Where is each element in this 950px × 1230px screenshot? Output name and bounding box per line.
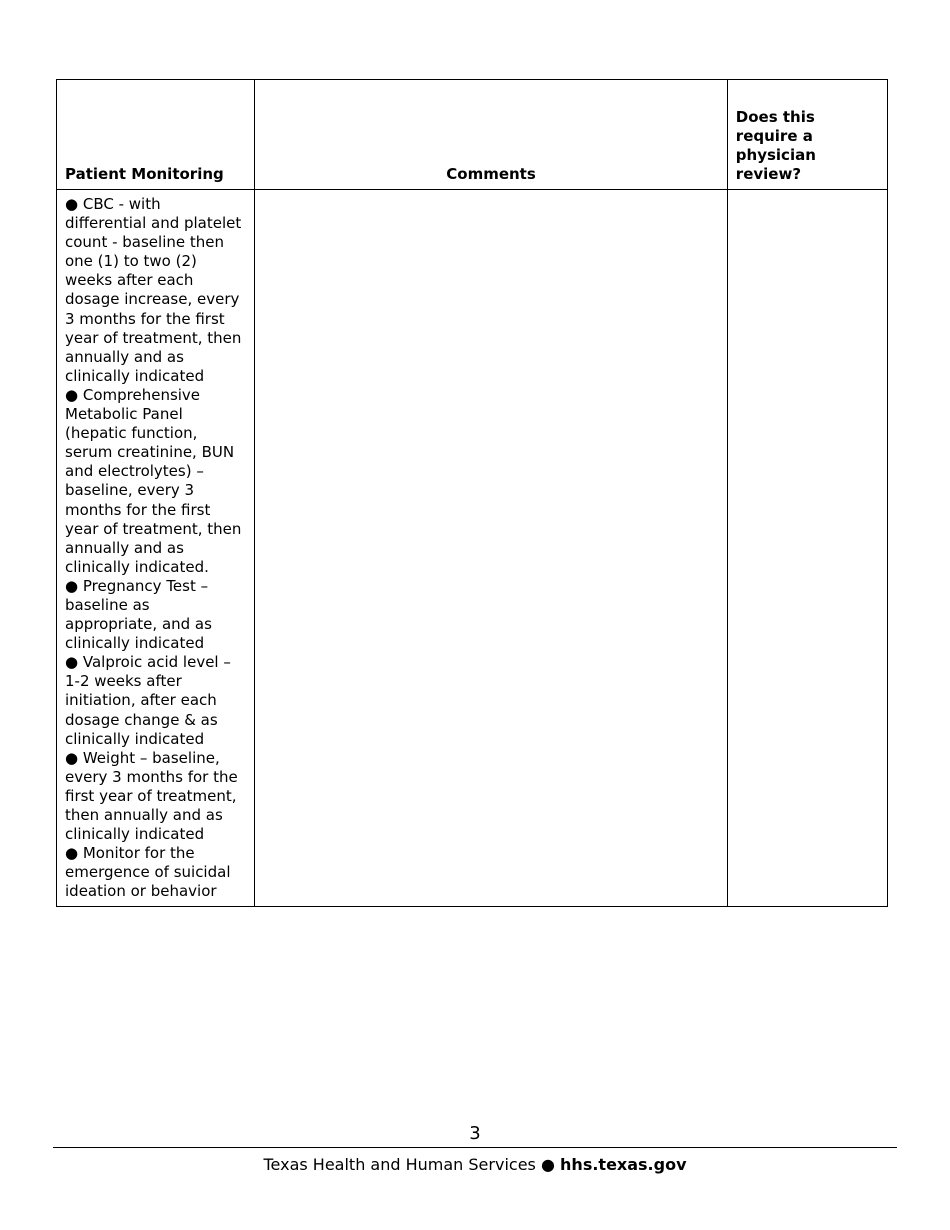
page-number: 3 <box>469 1123 481 1144</box>
monitoring-cell <box>57 190 255 907</box>
comments-cell[interactable] <box>255 190 728 907</box>
footer <box>0 1155 950 1175</box>
footer-org: Texas Health and Human Services <box>263 1155 536 1174</box>
footer-divider <box>53 1147 897 1148</box>
physician-review-cell[interactable] <box>727 190 887 907</box>
patient-monitoring-table <box>56 79 888 907</box>
footer-site-link[interactable]: hhs.texas.gov <box>560 1155 687 1174</box>
table-row <box>57 190 888 907</box>
header-patient-monitoring: Patient Monitoring <box>57 80 255 190</box>
monitoring-text: ● CBC - with differential and platelet count - baseline then one (1) to two (2) weeks after each dosage increase, every 3 months for the first year of treatment, then annually and as clinically indicated ● Comprehensive Metabolic Panel (hepatic function, serum creatinine, BUN and electrolytes) – baseline, every 3 months for the first year of treatment, then annually and as clinically indicated. ● Pregnancy Test – baseline as appropriate, and as clinically indicated ● Valproic acid level – 1-2 weeks after initiation, after each dosage change & as clinically indicated ● Weight – baseline, every 3 months for the first year of treatment, then annually and as clinically indicated ● Monitor for the emergence of suicidal ideation or behavior <box>65 195 242 901</box>
header-physician-review: Does this require a physician review? <box>727 80 887 190</box>
header-comments: Comments <box>255 80 728 190</box>
footer-bullet-icon: ● <box>540 1155 555 1174</box>
table-header-row <box>57 80 888 190</box>
